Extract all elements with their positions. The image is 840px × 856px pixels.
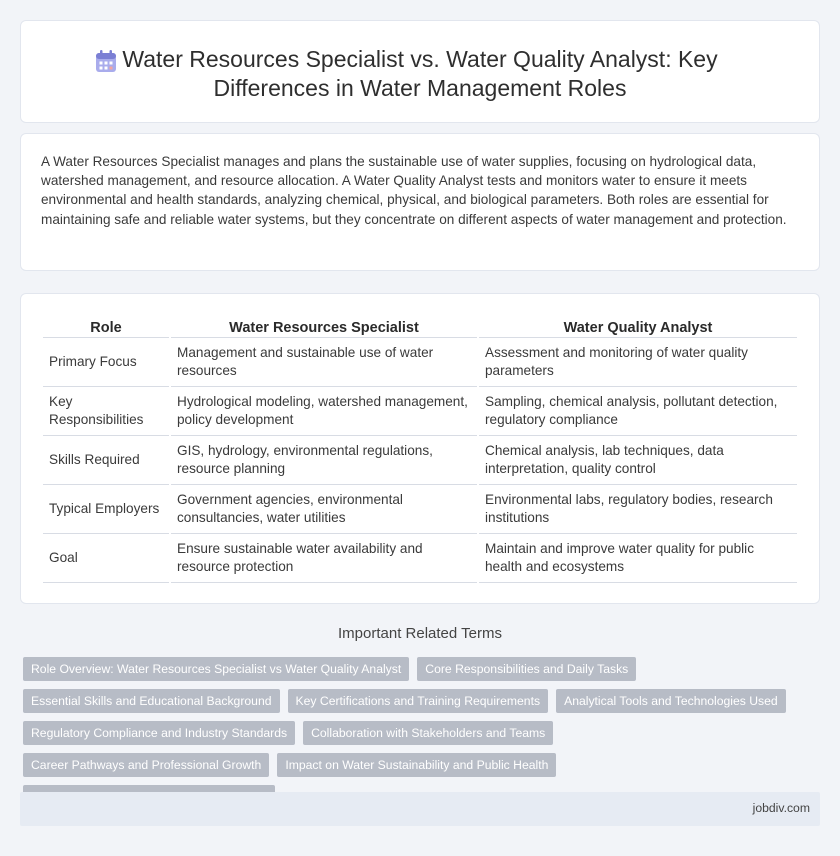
row-label: Skills Required — [43, 436, 169, 485]
row-label: Goal — [43, 534, 169, 583]
table-cell: Assessment and monitoring of water quality parameters — [479, 338, 797, 387]
table-row — [43, 485, 797, 534]
related-term-tag[interactable]: Role Overview: Water Resources Specialist vs Water Quality Analyst — [23, 657, 409, 681]
table-header-row — [43, 312, 797, 338]
related-term-tag[interactable]: Regulatory Compliance and Industry Standards — [23, 721, 295, 745]
header-card — [20, 20, 820, 123]
table-cell: Maintain and improve water quality for public health and ecosystems — [479, 534, 797, 583]
related-term-tag[interactable]: Analytical Tools and Technologies Used — [556, 689, 786, 713]
related-term-tag[interactable]: Impact on Water Sustainability and Public Health — [277, 753, 556, 777]
footer — [20, 792, 820, 826]
intro-paragraph: A Water Resources Specialist manages and plans the sustainable use of water supplies, focusing on hydrological data, watershed management, and resource allocation. A Water Quality Analyst tests and monitors water to ensure it meets environmental and health standards, analyzing chemical, physical, and biological parameters. Both roles are essential for maintaining safe and reliable water systems, but they concentrate on different aspects of water management and protection. — [41, 154, 787, 227]
row-label: Typical Employers — [43, 485, 169, 534]
footer-site-link[interactable]: jobdiv.com — [752, 801, 810, 815]
column-header-role: Role — [43, 312, 169, 338]
intro-card — [20, 133, 820, 271]
row-label: Key Responsibilities — [43, 387, 169, 436]
table-row — [43, 436, 797, 485]
table-cell: Sampling, chemical analysis, pollutant detection, regulatory compliance — [479, 387, 797, 436]
related-term-tag[interactable]: Collaboration with Stakeholders and Teams — [303, 721, 553, 745]
related-terms-list — [23, 657, 803, 809]
table-row — [43, 338, 797, 387]
table-cell: GIS, hydrology, environmental regulations, resource planning — [171, 436, 477, 485]
row-label: Primary Focus — [43, 338, 169, 387]
related-term-tag[interactable]: Core Responsibilities and Daily Tasks — [417, 657, 636, 681]
table-row — [43, 534, 797, 583]
related-term-tag[interactable]: Key Certifications and Training Requirements — [288, 689, 549, 713]
related-term-tag[interactable]: Career Pathways and Professional Growth — [23, 753, 269, 777]
column-header-water-resources-specialist: Water Resources Specialist — [171, 312, 477, 338]
table-cell: Government agencies, environmental consultancies, water utilities — [171, 485, 477, 534]
table-cell: Chemical analysis, lab techniques, data interpretation, quality control — [479, 436, 797, 485]
table-cell: Management and sustainable use of water resources — [171, 338, 477, 387]
related-term-tag[interactable]: Essential Skills and Educational Background — [23, 689, 280, 713]
related-terms-heading: Important Related Terms — [338, 625, 502, 642]
table-cell: Ensure sustainable water availability and resource protection — [171, 534, 477, 583]
table-cell: Hydrological modeling, watershed management, policy development — [171, 387, 477, 436]
column-header-water-quality-analyst: Water Quality Analyst — [479, 312, 797, 338]
comparison-table — [41, 312, 799, 583]
comparison-table-card — [20, 293, 820, 604]
table-row — [43, 387, 797, 436]
table-cell: Environmental labs, regulatory bodies, research institutions — [479, 485, 797, 534]
page-title: Water Resources Specialist vs. Water Quality Analyst: Key Differences in Water Management Roles — [122, 46, 718, 101]
